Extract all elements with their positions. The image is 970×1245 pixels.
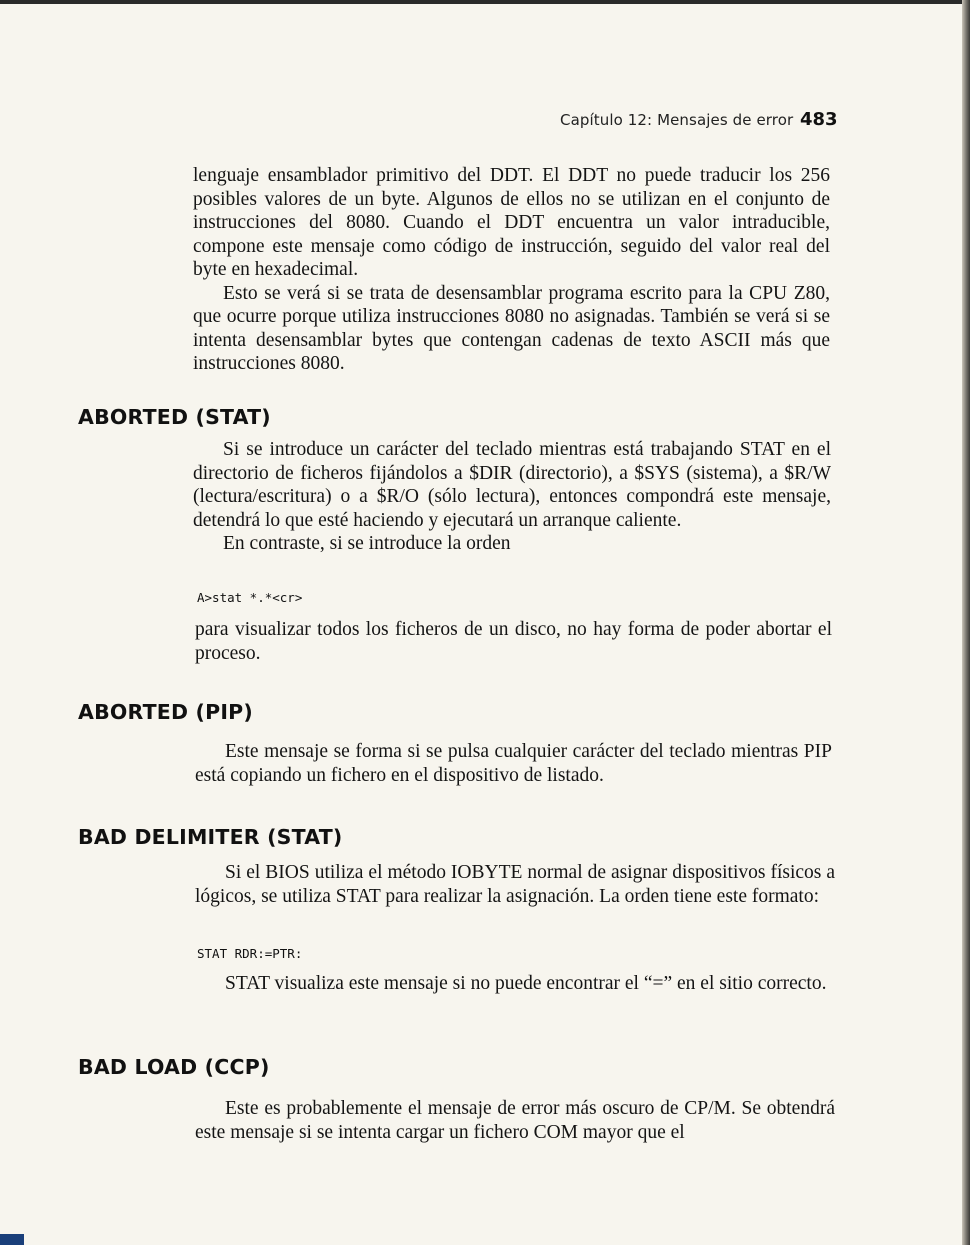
section-heading-bad-load: BAD LOAD (CCP) <box>78 1055 270 1079</box>
aborted-stat-paragraph-3: para visualizar todos los ficheros de un disco, no hay forma de poder abortar el proceso. <box>195 619 832 664</box>
intro-text <box>193 164 830 376</box>
aborted-stat-paragraph-1: Si se introduce un carácter del teclado mientras está trabajando STAT en el directorio de ficheros fijándolos a $DIR (directorio), a $SYS (sistema), a $R/W (lectura/escritura) o a $R/O (sólo lectura), entonces compondrá este mensaje, detendrá lo que esté haciendo y ejecutará un arranque caliente. <box>193 439 831 531</box>
intro-paragraph-2: Esto se verá si se trata de desensamblar programa escrito para la CPU Z80, que ocurre porque utiliza instrucciones 8080 no asignadas. También se verá si se intenta desensamblar bytes que contengan cadenas de texto ASCII más que instrucciones 8080. <box>193 282 830 374</box>
section-heading-bad-delimiter: BAD DELIMITER (STAT) <box>78 825 343 849</box>
intro-paragraph-1: lenguaje ensamblador primitivo del DDT. El DDT no puede traducir los 256 posibles valores de un byte. Algunos de ellos no se utilizan en el conjunto de instrucciones del 8080. Cuando el DDT encuentra un valor intraducible, compone este mensaje como código de instrucción, seguido del valor real del byte en hexadecimal. <box>193 165 830 280</box>
bad-load-paragraph-1: Este es probablemente el mensaje de error más oscuro de CP/M. Se obtendrá este mensaje si se intenta cargar un fichero COM mayor que el <box>195 1098 835 1143</box>
section-bad-load-text <box>195 1097 835 1144</box>
code-stat-command: A>stat *.*<cr> <box>197 590 303 605</box>
section-heading-aborted-pip: ABORTED (PIP) <box>78 700 253 724</box>
section-bad-delimiter-text-2 <box>195 972 832 996</box>
bad-delimiter-paragraph-2: STAT visualiza este mensaje si no puede encontrar el “=” en el sitio correcto. <box>225 973 827 994</box>
aborted-stat-paragraph-2: En contraste, si se introduce la orden <box>223 533 511 554</box>
section-aborted-stat-text-2 <box>195 618 832 665</box>
section-aborted-stat-text <box>193 438 831 556</box>
section-aborted-pip-text <box>195 740 832 787</box>
code-stat-assignment: STAT RDR:=PTR: <box>197 946 303 961</box>
aborted-pip-paragraph-1: Este mensaje se forma si se pulsa cualquier carácter del teclado mientras PIP está copiando un fichero en el dispositivo de listado. <box>195 741 832 786</box>
page-number: 483 <box>800 109 838 130</box>
section-bad-delimiter-text <box>195 861 835 908</box>
binding-mark <box>0 1234 24 1245</box>
bad-delimiter-paragraph-1: Si el BIOS utiliza el método IOBYTE normal de asignar dispositivos físicos a lógicos, se utiliza STAT para realizar la asignación. La orden tiene este formato: <box>195 862 835 907</box>
book-page <box>0 4 962 1245</box>
running-head: Capítulo 12: Mensajes de error <box>560 111 794 129</box>
section-heading-aborted-stat: ABORTED (STAT) <box>78 405 271 429</box>
page-edge <box>962 0 970 1245</box>
